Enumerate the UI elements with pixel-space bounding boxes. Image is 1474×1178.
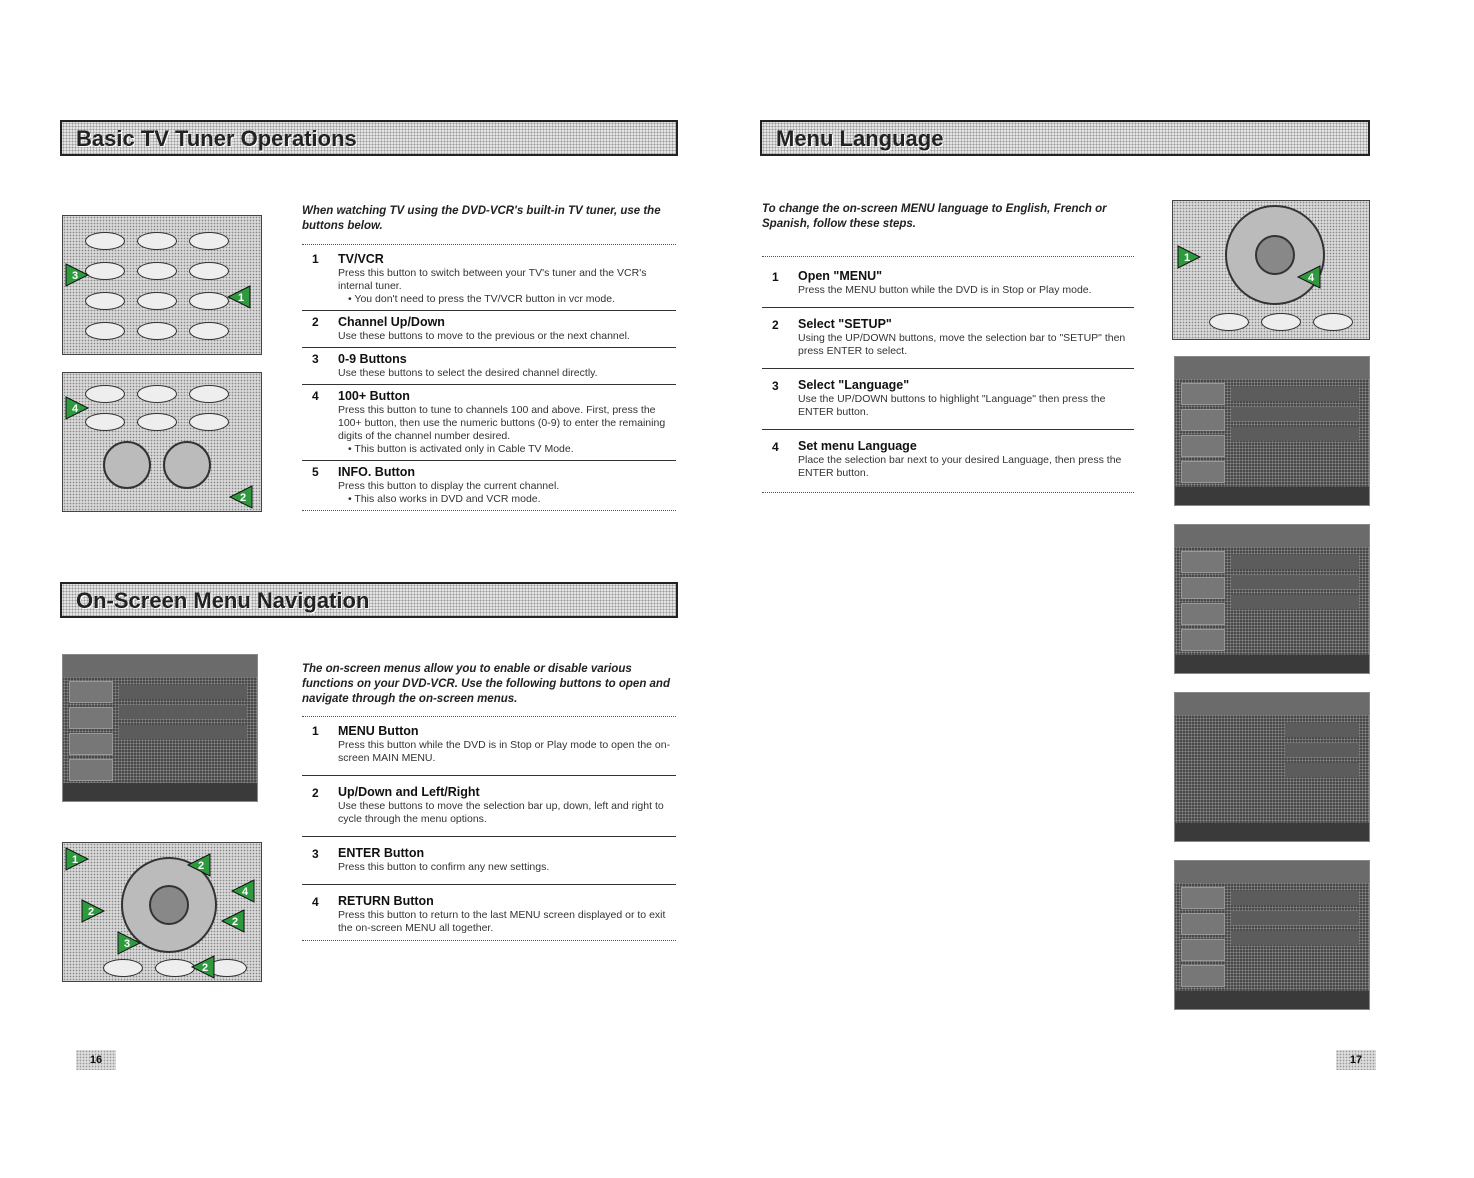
menu-screen-step4 xyxy=(1174,860,1370,1010)
callout-label: 1 xyxy=(72,854,79,866)
item-desc: Press this button to display the current channel. • This also works in DVD and VCR mode. xyxy=(338,480,676,506)
divider xyxy=(302,716,676,717)
list-item xyxy=(302,885,676,945)
callout-marker xyxy=(186,852,212,878)
callout-marker xyxy=(228,484,254,510)
item-number: 2 xyxy=(312,786,319,800)
list-item xyxy=(302,385,676,461)
divider xyxy=(762,256,1134,257)
divider xyxy=(302,510,676,511)
item-title: RETURN Button xyxy=(338,894,434,908)
menu-language-steps xyxy=(762,262,1134,490)
item-number: 5 xyxy=(312,465,319,479)
remote-menu-illustration xyxy=(1172,200,1370,340)
item-number: 2 xyxy=(772,318,779,332)
divider xyxy=(302,244,676,245)
tuner-button-list xyxy=(302,248,676,510)
item-desc: Press this button to tune to channels 100 and above. First, press the 100+ button, then use the numeric buttons (0-9) to enter the remaining digits of the channel number desired. • This button is activated only in Cable TV Mode. xyxy=(338,404,676,456)
section-title: Menu Language xyxy=(776,126,944,151)
menu-screen-step1 xyxy=(1174,356,1370,506)
list-item xyxy=(762,262,1134,308)
section-banner-basic-tv-tuner xyxy=(60,120,678,156)
menu-screen-step2 xyxy=(1174,524,1370,674)
callout-marker xyxy=(116,930,142,956)
item-number: 3 xyxy=(772,379,779,393)
item-desc: Use the UP/DOWN buttons to highlight "Language" then press the ENTER button. xyxy=(798,393,1106,418)
callout-label: 3 xyxy=(72,270,79,282)
callout-marker xyxy=(64,846,90,872)
callout-marker xyxy=(1296,264,1322,290)
callout-marker xyxy=(220,908,246,934)
list-item xyxy=(302,348,676,385)
list-item xyxy=(302,248,676,311)
list-item xyxy=(302,311,676,348)
section-title: On-Screen Menu Navigation xyxy=(76,588,370,613)
callout-label: 1 xyxy=(1184,252,1191,264)
callout-label: 2 xyxy=(240,492,247,504)
item-number: 1 xyxy=(312,724,319,738)
item-number: 1 xyxy=(772,270,779,284)
item-title: Channel Up/Down xyxy=(338,315,445,329)
item-desc: Press this button to return to the last MENU screen displayed or to exit the on-screen MENU all together. xyxy=(338,909,666,934)
callout-marker xyxy=(230,878,256,904)
page-number: 16 xyxy=(76,1050,116,1070)
item-number: 4 xyxy=(312,895,319,909)
item-number: 1 xyxy=(312,252,319,266)
callout-marker xyxy=(190,954,216,980)
item-number: 2 xyxy=(312,315,319,329)
list-item xyxy=(302,837,676,885)
item-desc: Use these buttons to select the desired channel directly. xyxy=(338,367,598,379)
item-title: ENTER Button xyxy=(338,846,425,860)
divider xyxy=(762,492,1134,493)
divider xyxy=(302,940,676,941)
callout-label: 4 xyxy=(242,886,249,898)
list-item xyxy=(762,308,1134,369)
item-note: • You don't need to press the TV/VCR button in vcr mode. xyxy=(348,293,615,305)
callout-marker xyxy=(1176,244,1202,270)
item-title: 0-9 Buttons xyxy=(338,352,407,366)
item-title: INFO. Button xyxy=(338,465,416,479)
callout-marker xyxy=(64,395,90,421)
item-title: MENU Button xyxy=(338,724,419,738)
item-title: Select "SETUP" xyxy=(798,317,892,331)
section-title: Basic TV Tuner Operations xyxy=(76,126,357,151)
item-number: 3 xyxy=(312,352,319,366)
item-number: 4 xyxy=(772,440,779,454)
item-desc: Press this button to switch between your TV's tuner and the VCR's internal tuner. • You don't need to press the TV/VCR button in vcr mode. xyxy=(338,267,676,306)
item-desc: Place the selection bar next to your desired Language, then press the ENTER button. xyxy=(798,454,1122,479)
item-desc: Press this button to confirm any new settings. xyxy=(338,861,550,873)
callout-label: 2 xyxy=(198,860,205,872)
list-item xyxy=(302,720,676,776)
list-item xyxy=(302,776,676,837)
item-title: Select "Language" xyxy=(798,378,910,392)
menu-navigation-list xyxy=(302,720,676,945)
item-desc: Press the MENU button while the DVD is in Stop or Play mode. xyxy=(798,284,1092,296)
page-number: 17 xyxy=(1336,1050,1376,1070)
item-title: TV/VCR xyxy=(338,252,384,266)
item-desc: Use these buttons to move to the previous or the next channel. xyxy=(338,330,630,342)
section-intro: The on-screen menus allow you to enable or disable various functions on your DVD-VCR. Use the following buttons to open and navigate through the on-screen menus. xyxy=(302,663,670,705)
menu-screen-step3 xyxy=(1174,692,1370,842)
callout-label: 2 xyxy=(88,906,95,918)
list-item xyxy=(762,369,1134,430)
callout-label: 4 xyxy=(72,403,79,415)
item-title: Up/Down and Left/Right xyxy=(338,785,480,799)
menu-screen-illustration xyxy=(62,654,258,802)
item-desc: Using the UP/DOWN buttons, move the selection bar to "SETUP" then press ENTER to select. xyxy=(798,332,1126,357)
item-title: Open "MENU" xyxy=(798,269,883,283)
section-banner-on-screen-menu xyxy=(60,582,678,618)
section-intro: To change the on-screen MENU language to English, French or Spanish, follow these steps. xyxy=(762,203,1107,230)
item-number: 3 xyxy=(312,847,319,861)
item-number: 4 xyxy=(312,389,319,403)
section-banner-menu-language xyxy=(760,120,1370,156)
callout-label: 3 xyxy=(124,938,131,950)
callout-label: 4 xyxy=(1308,272,1315,284)
callout-marker xyxy=(80,898,106,924)
callout-label: 2 xyxy=(232,916,239,928)
callout-marker xyxy=(64,262,90,288)
list-item xyxy=(762,430,1134,490)
item-desc: Press this button while the DVD is in Stop or Play mode to open the on-screen MAIN MENU. xyxy=(338,739,671,764)
callout-label: 2 xyxy=(202,962,209,974)
list-item xyxy=(302,461,676,510)
item-title: Set menu Language xyxy=(798,439,917,453)
item-title: 100+ Button xyxy=(338,389,410,403)
item-note: • This also works in DVD and VCR mode. xyxy=(348,493,541,505)
item-note: • This button is activated only in Cable TV Mode. xyxy=(348,443,574,455)
callout-label: 1 xyxy=(238,292,245,304)
callout-marker xyxy=(226,284,252,310)
item-desc: Use these buttons to move the selection bar up, down, left and right to cycle through the menu options. xyxy=(338,800,664,825)
section-intro: When watching TV using the DVD-VCR's built-in TV tuner, use the buttons below. xyxy=(302,205,661,232)
